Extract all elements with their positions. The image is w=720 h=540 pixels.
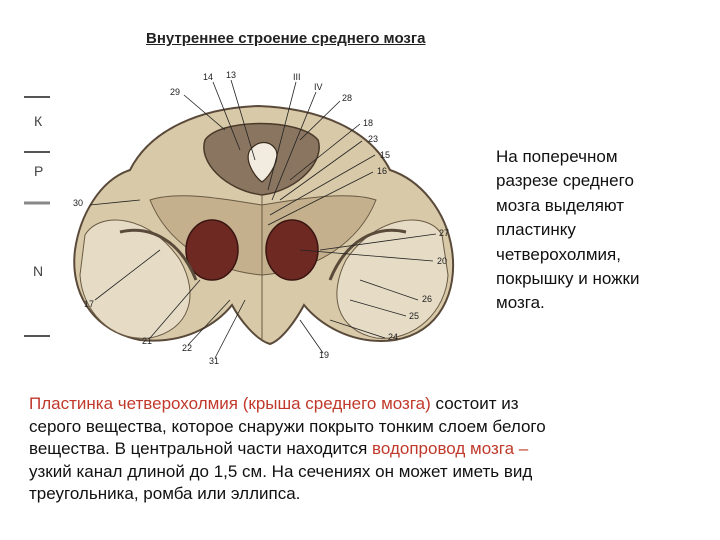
- label-13: 13: [226, 70, 237, 80]
- scale-label-p: Р: [34, 163, 44, 179]
- scale-label-n: N: [33, 263, 44, 279]
- paragraph-line: [29, 393, 709, 416]
- label-21: 21: [142, 336, 153, 346]
- label-22: 22: [182, 343, 193, 353]
- paragraph-line: [29, 438, 709, 461]
- label-18: 18: [363, 118, 374, 128]
- side-line: разрезе среднего: [496, 171, 634, 191]
- highlight-aqueduct: водопровод мозга –: [372, 439, 529, 459]
- side-line: На поперечном: [496, 147, 618, 166]
- label-27: 27: [439, 228, 450, 238]
- label-24: 24: [388, 332, 399, 342]
- label-30: 30: [73, 198, 84, 208]
- label-23: 23: [368, 134, 379, 144]
- page-title: Внутреннее строение среднего мозга: [146, 30, 426, 47]
- side-description: [496, 145, 696, 316]
- side-line: мозга.: [496, 293, 545, 313]
- paragraph-text: состоит из: [430, 394, 519, 413]
- paragraph-line: треугольника, ромба или эллипса.: [29, 484, 301, 504]
- label-31: 31: [209, 356, 220, 366]
- label-14: 14: [203, 72, 214, 82]
- label-iii: III: [293, 72, 301, 82]
- label-16: 16: [377, 166, 388, 176]
- side-line: четверохолмия,: [496, 244, 621, 264]
- label-28: 28: [342, 93, 353, 103]
- label-19: 19: [319, 350, 330, 360]
- highlight-tectum-plate: Пластинка четверохолмия (крыша среднего мозга): [29, 394, 431, 413]
- label-20: 20: [437, 256, 448, 266]
- label-26: 26: [422, 294, 433, 304]
- scale-label-k: К: [34, 113, 43, 129]
- paragraph-line: серого вещества, которое снаружи покрыто тонким слоем белого: [29, 416, 546, 436]
- label-17: 17: [84, 299, 95, 309]
- body-paragraph: [29, 393, 709, 506]
- red-nucleus-right: [266, 220, 318, 280]
- label-29: 29: [170, 87, 181, 97]
- label-15: 15: [380, 150, 391, 160]
- label-25: 25: [409, 311, 420, 321]
- label-iv: IV: [314, 82, 323, 92]
- side-line: мозга выделяют: [496, 195, 625, 215]
- paragraph-line: узкий канал длиной до 1,5 см. На сечениях он может иметь вид: [29, 461, 533, 481]
- red-nucleus-left: [186, 220, 238, 280]
- paragraph-text: вещества. В центральной части находится: [29, 439, 373, 459]
- side-line: пластинку: [496, 220, 576, 240]
- side-line: покрышку и ножки: [496, 269, 640, 289]
